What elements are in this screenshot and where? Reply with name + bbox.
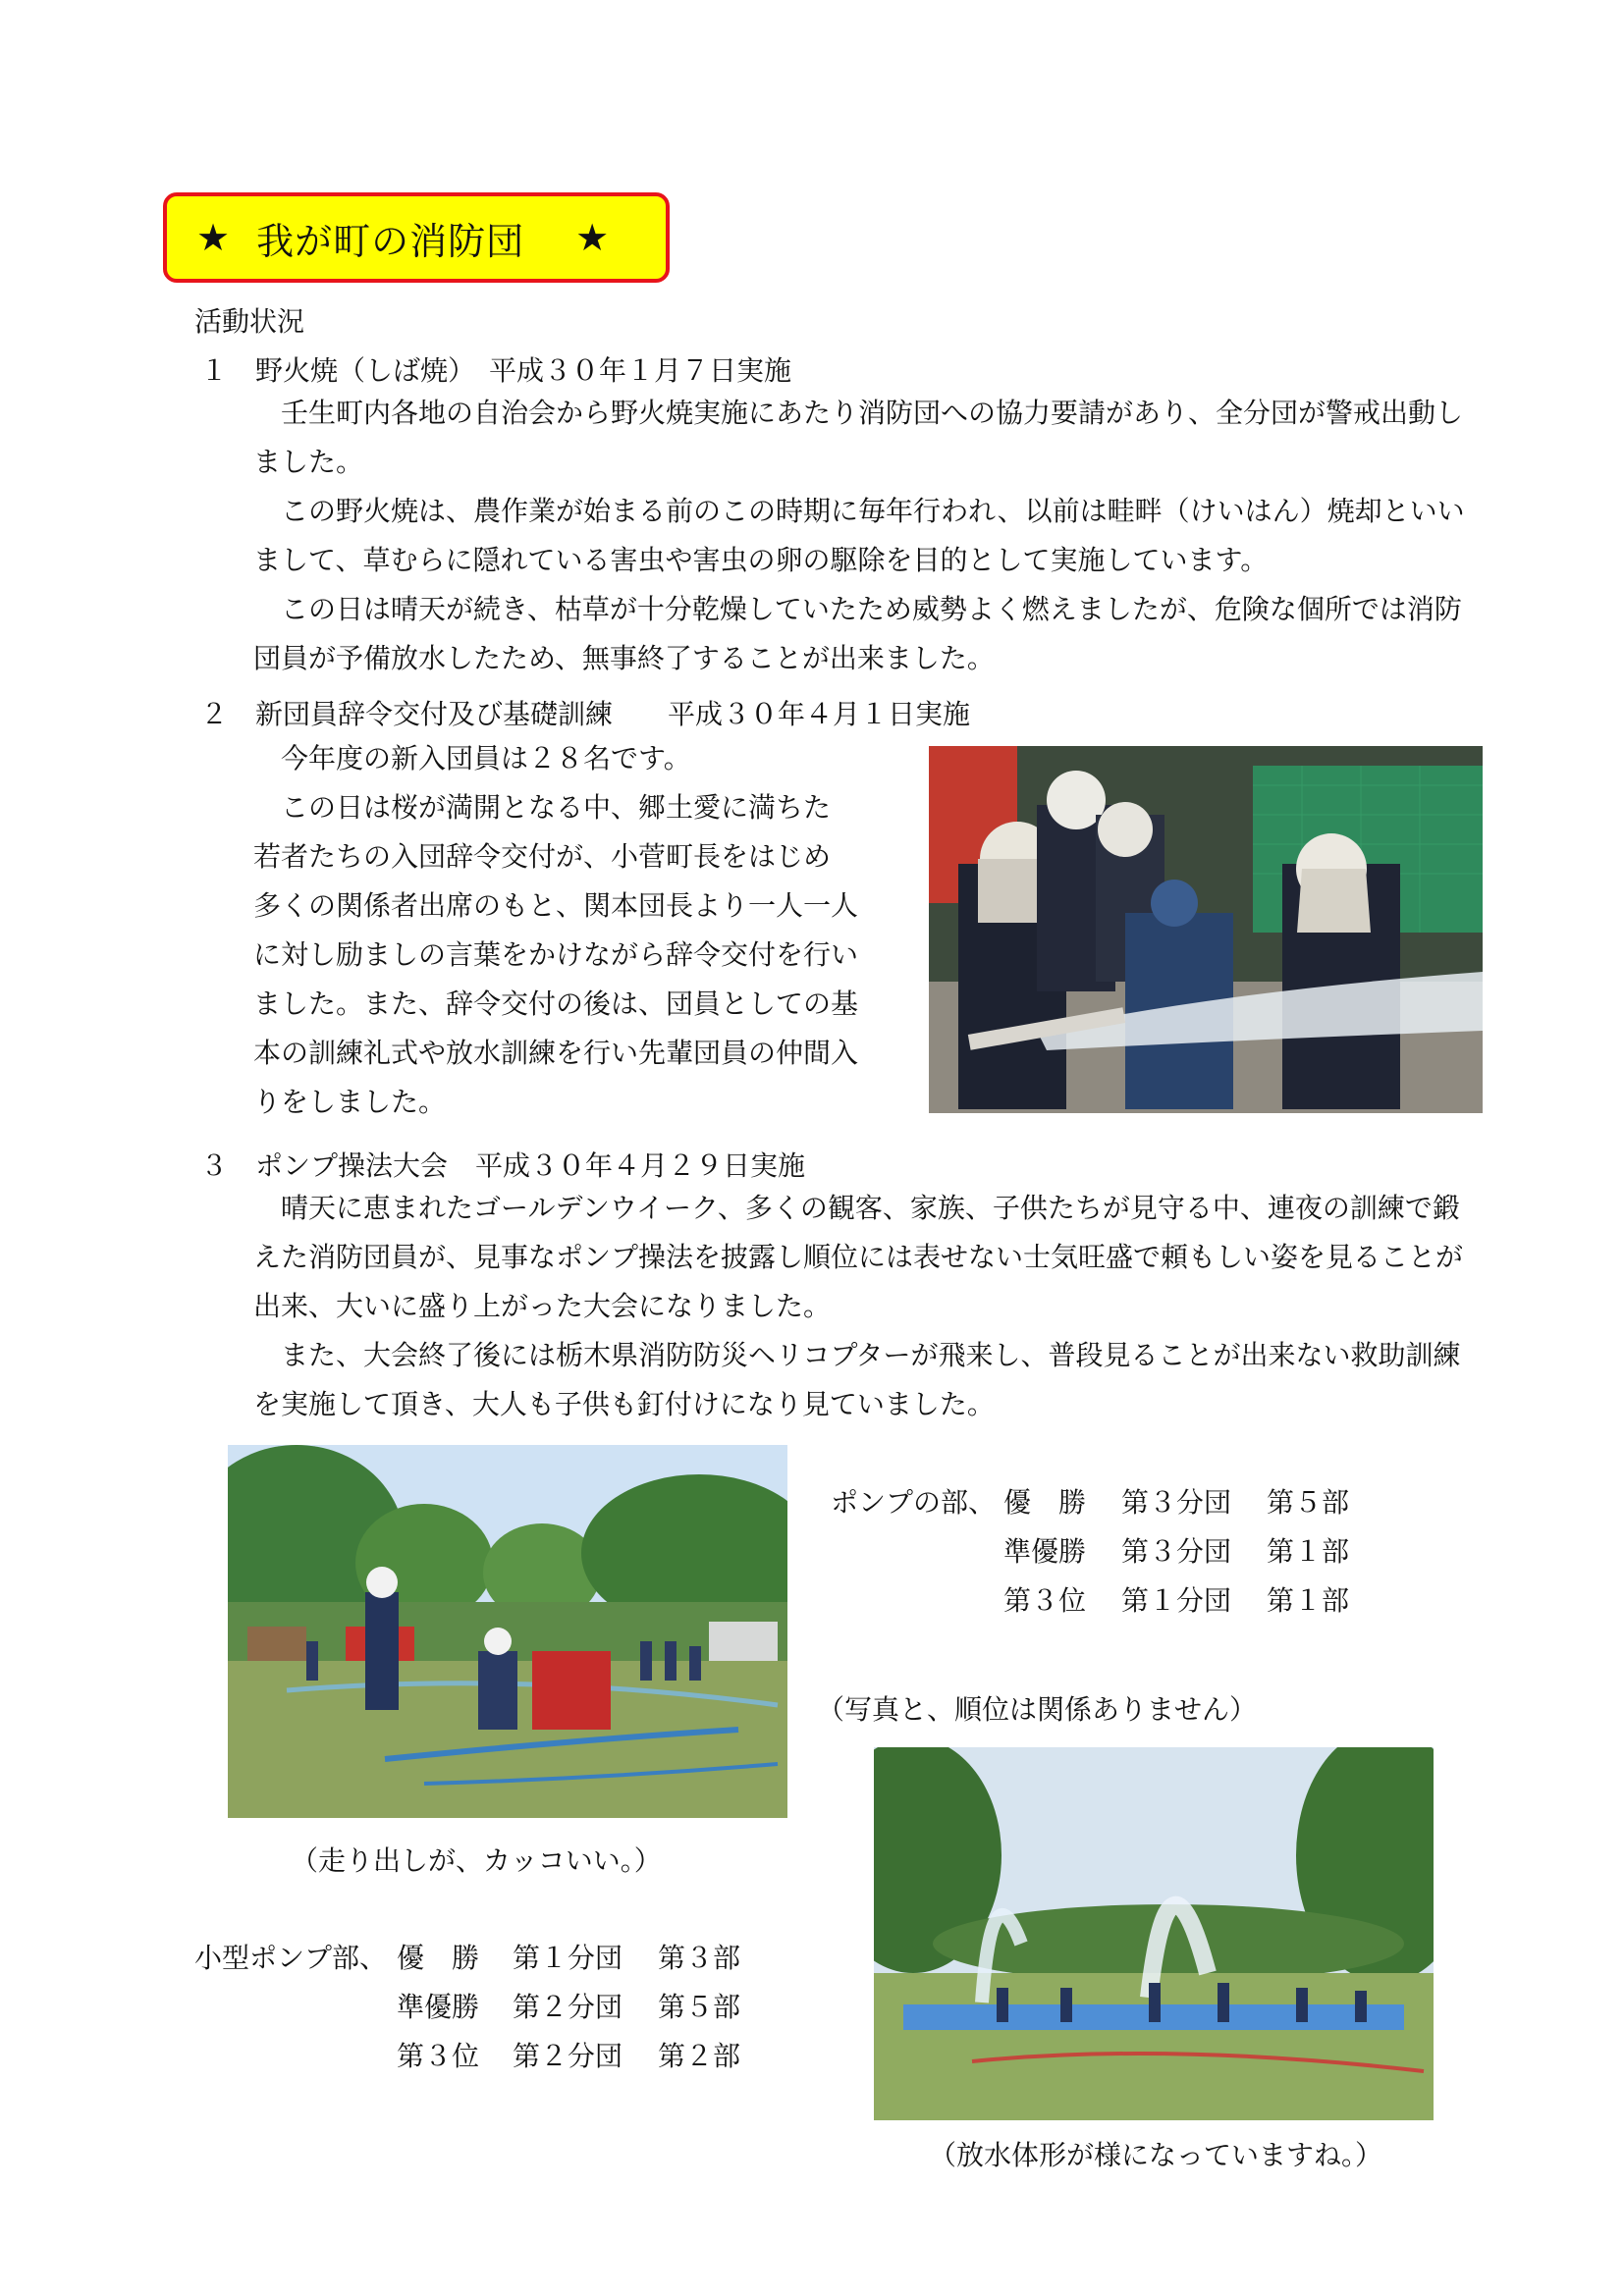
- results-row: [194, 2032, 740, 2081]
- results-rank: 準優勝: [397, 1991, 480, 2023]
- star-icon: ★: [196, 216, 232, 259]
- photo-recruit-training: [929, 746, 1483, 1113]
- item-number: ３: [200, 1149, 229, 1182]
- results-unit: 第１分団: [1121, 1584, 1232, 1617]
- text-line: 出来、大いに盛り上がった大会になりました。: [253, 1290, 832, 1322]
- text-line: 壬生町内各地の自治会から野火焼実施にあたり消防団への協力要請があり、全分団が警戒出動し: [253, 397, 1464, 429]
- results-section: 第１部: [1267, 1535, 1350, 1568]
- item-number: ２: [200, 698, 229, 730]
- text-line: 団員が予備放水したため、無事終了することが出来ました。: [253, 642, 995, 674]
- results-unit: 第３分団: [1121, 1486, 1232, 1519]
- results-unit: 第２分団: [513, 1991, 623, 2023]
- item-heading-1: [200, 349, 791, 389]
- results-row: [831, 1576, 1349, 1626]
- text-line: 本の訓練礼式や放水訓練を行い先輩団員の仲間入: [253, 1037, 859, 1069]
- results-section: 第３部: [658, 1942, 741, 1974]
- results-section: 第５部: [1267, 1486, 1350, 1519]
- results-section: 第２部: [658, 2040, 741, 2072]
- item-heading-text: 新団員辞令交付及び基礎訓練 平成３０年４月１日実施: [255, 698, 971, 730]
- caption-water: （放水体形が様になっていますね。）: [929, 2139, 1383, 2171]
- results-section: 第５部: [658, 1991, 741, 2023]
- photo-pump-drill: [228, 1445, 787, 1818]
- text-line: まして、草むらに隠れている害虫や害虫の卵の駆除を目的として実施しています。: [253, 544, 1269, 576]
- item-body-3: [253, 1184, 1463, 1429]
- results-row: [831, 1478, 1349, 1527]
- results-unit: 第１分団: [513, 1942, 623, 1974]
- results-row: [194, 1934, 740, 1983]
- results-unit: 第３分団: [1121, 1535, 1232, 1568]
- text-line: ました。また、辞令交付の後は、団員としての基: [253, 988, 859, 1020]
- text-line: に対し励ましの言葉をかけながら辞令交付を行い: [253, 938, 859, 971]
- star-icon: ★: [575, 216, 611, 259]
- text-line: この日は桜が満開となる中、郷土愛に満ちた: [253, 791, 832, 824]
- text-line: 多くの関係者出席のもと、関本団長より一人一人: [253, 889, 859, 922]
- item-heading-3: [200, 1145, 805, 1184]
- results-row: [194, 1983, 740, 2032]
- small-pump-results: [194, 1934, 740, 2081]
- caption-running: （走り出しが、カッコいい。）: [291, 1844, 662, 1877]
- results-row: [831, 1527, 1349, 1576]
- results-category: ポンプの部、: [831, 1486, 997, 1519]
- results-rank: 優 勝: [1003, 1486, 1087, 1519]
- text-line: この日は晴天が続き、枯草が十分乾燥していたため威勢よく燃えましたが、危険な個所では消防: [253, 593, 1462, 625]
- item-number: １: [200, 354, 229, 387]
- text-line: 若者たちの入団辞令交付が、小菅町長をはじめ: [253, 840, 832, 873]
- item-heading-text: ポンプ操法大会 平成３０年４月２９日実施: [255, 1149, 806, 1182]
- results-rank: 優 勝: [397, 1942, 480, 1974]
- section-label: 活動状況: [194, 305, 305, 338]
- item-heading-text: 野火焼（しば焼） 平成３０年１月７日実施: [255, 354, 792, 387]
- text-line: 晴天に恵まれたゴールデンウイーク、多くの観客、家族、子供たちが見守る中、連夜の訓練で鍛: [253, 1192, 1460, 1224]
- results-section: 第１部: [1267, 1584, 1350, 1617]
- results-category: 小型ポンプ部、: [194, 1942, 388, 1974]
- item-body-1: [253, 389, 1465, 683]
- page-title-text: 我が町の消防団: [256, 219, 525, 263]
- item-body-2: [253, 734, 858, 1127]
- photo-water-spray: [874, 1747, 1434, 2120]
- results-unit: 第２分団: [513, 2040, 623, 2072]
- text-line: また、大会終了後には栃木県消防防災ヘリコプターが飛来し、普段見ることが出来ない救助訓練: [253, 1339, 1461, 1371]
- results-rank: 第３位: [397, 2040, 480, 2072]
- page-title: [163, 192, 670, 283]
- pump-results: [831, 1478, 1349, 1626]
- text-line: 今年度の新入団員は２８名です。: [253, 742, 691, 774]
- text-line: えた消防団員が、見事なポンプ操法を披露し順位には表せない士気旺盛で頼もしい姿を見ることが: [253, 1241, 1464, 1273]
- text-line: この野火焼は、農作業が始まる前のこの時期に毎年行われ、以前は畦畔（けいはん）焼却といい: [253, 495, 1465, 527]
- caption-note: （写真と、順位は関係ありません）: [817, 1693, 1258, 1726]
- results-rank: 第３位: [1003, 1584, 1087, 1617]
- results-rank: 準優勝: [1003, 1535, 1087, 1568]
- text-line: りをしました。: [253, 1086, 447, 1118]
- text-line: ました。: [253, 446, 364, 478]
- text-line: を実施して頂き、大人も子供も釘付けになり見ていました。: [253, 1388, 995, 1420]
- item-heading-2: [200, 693, 970, 732]
